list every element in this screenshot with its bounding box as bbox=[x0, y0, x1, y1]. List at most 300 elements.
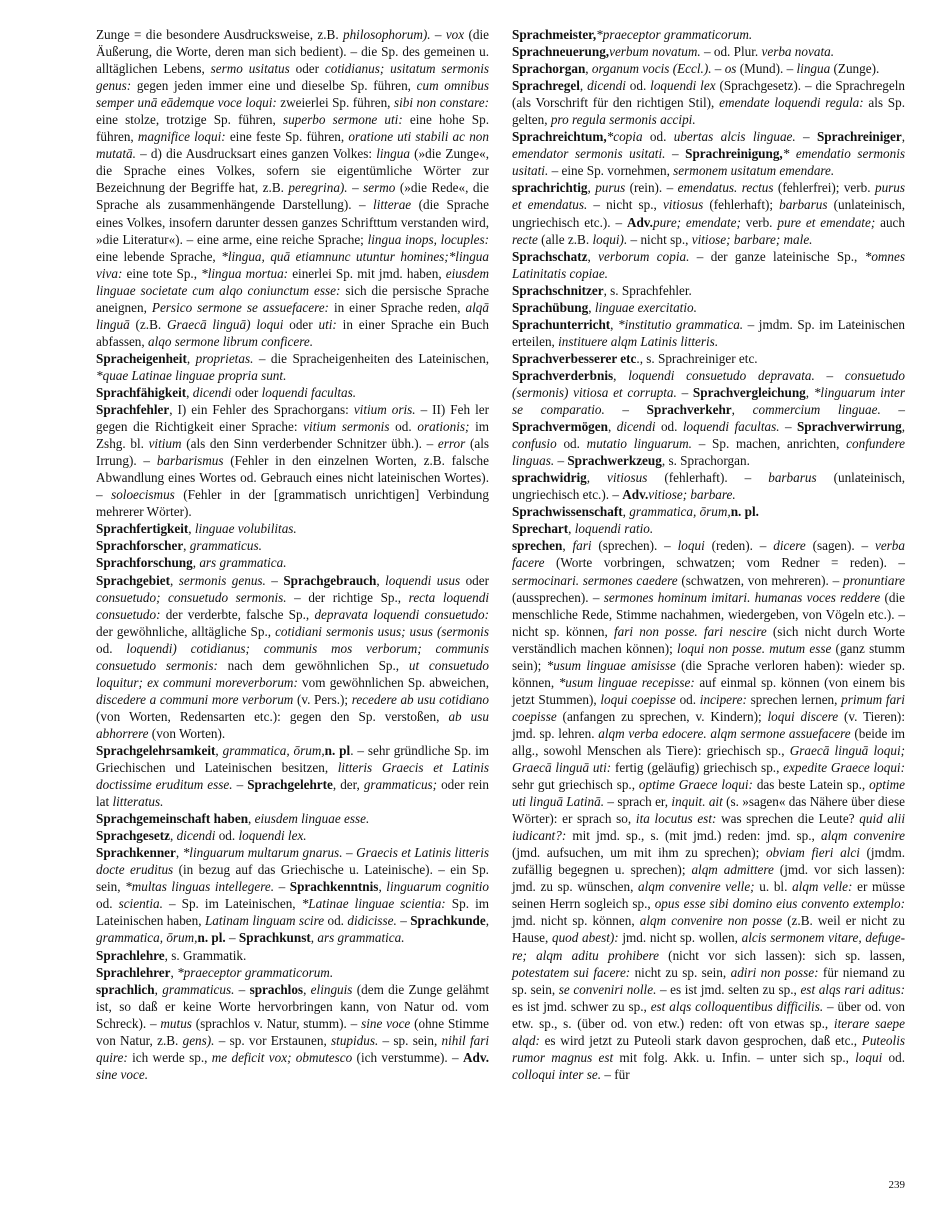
german-text: od. bbox=[675, 691, 700, 707]
german-text: (in bezug auf das Griechische u. Lateinische). – ein Sp. sein, bbox=[96, 862, 489, 895]
german-text: Sp. im Lateinischen haben, bbox=[96, 896, 489, 929]
entry-headword: Adv. bbox=[626, 214, 653, 230]
german-text: sprechen lernen, bbox=[746, 691, 842, 707]
dictionary-entry bbox=[512, 248, 905, 282]
german-text: mit folg. Akk. u. Infin. – unter sich sp., bbox=[613, 1049, 856, 1065]
latin-text: instituere alqm Latinis litteris. bbox=[558, 333, 719, 349]
german-text: – bbox=[347, 180, 364, 196]
german-text: er müsse seinen Herrn sogleich sp., bbox=[512, 879, 906, 912]
entry-headword: Sprachverbesserer etc bbox=[512, 350, 637, 366]
dictionary-entry bbox=[96, 964, 489, 981]
german-text: in einer Sprache ein Buch abfassen, bbox=[96, 316, 490, 349]
german-text: (fehlerhaft). – bbox=[647, 470, 769, 486]
german-text: , bbox=[587, 248, 599, 264]
german-text: , bbox=[731, 402, 753, 418]
entry-headword: n. pl bbox=[324, 742, 351, 758]
latin-text: *Latinae linguae scientia: bbox=[301, 896, 446, 912]
german-text: (Mund). – bbox=[736, 61, 797, 77]
latin-text: cotidianus; usitatum sermonis genus: bbox=[96, 61, 490, 94]
latin-text: est alqs rari aditus: bbox=[800, 981, 905, 997]
german-text: (ohne Stimme von Natur, z.B. bbox=[96, 1015, 489, 1048]
german-text: – es ist jmd. selten zu sp., bbox=[656, 981, 801, 997]
german-text: , bbox=[186, 384, 193, 400]
german-text: od. bbox=[96, 896, 119, 912]
entry-headword: n. pl. bbox=[197, 930, 226, 946]
latin-text: grammaticus. bbox=[162, 981, 235, 997]
german-text: , bbox=[378, 879, 387, 895]
german-text: der verderbte, falsche Sp., bbox=[160, 606, 315, 622]
german-text: (reden). – bbox=[704, 538, 774, 554]
german-text: , bbox=[248, 811, 255, 827]
latin-text: confusio bbox=[512, 436, 557, 452]
latin-text: litteratus. bbox=[112, 794, 164, 810]
latin-text: loquendi lex. bbox=[238, 828, 307, 844]
latin-text: pure et emendate; bbox=[777, 214, 876, 230]
latin-text: alqm convenire velle; bbox=[638, 879, 755, 895]
latin-text: stupidus. bbox=[331, 1032, 379, 1048]
latin-text: dicendi bbox=[176, 828, 216, 844]
german-text: od. bbox=[655, 419, 683, 435]
entry-headword: Sprachregel bbox=[512, 78, 580, 94]
latin-text: vitiose; barbare; male. bbox=[691, 231, 813, 247]
german-text: u. bl. bbox=[754, 879, 793, 895]
german-text: (die Sprache eines Volkes, insofern darunter dessen ganzes Schrifttum verstanden wird, »die Literatur«). – eine arme, eine reiche Sprache; bbox=[96, 197, 489, 247]
latin-text: alqm verba edocere. alqm sermone assuefacere bbox=[598, 725, 851, 741]
german-text: , bbox=[901, 419, 906, 435]
german-text: , bbox=[186, 350, 196, 366]
latin-text: alcis sermonem vitare, defugere; alqm aditu prohibere bbox=[512, 930, 905, 963]
latin-text: *quae Latinae linguae propria sunt. bbox=[96, 367, 287, 383]
latin-text: lingua bbox=[376, 146, 410, 162]
german-text: , der, bbox=[332, 777, 364, 793]
dictionary-entry bbox=[96, 572, 489, 742]
dictionary-entry bbox=[512, 503, 905, 520]
german-text: , bbox=[170, 572, 179, 588]
german-text: , bbox=[192, 555, 200, 571]
entry-headword: Sprachgemeinschaft haben bbox=[96, 811, 249, 827]
german-text: jmd. nicht sp. können, bbox=[512, 913, 640, 929]
german-text: (Sprachgesetz). – die Sprachregeln (als Vorschrift für den richtigen Stil), bbox=[512, 78, 906, 111]
entry-headword: Sprachübung bbox=[512, 299, 589, 315]
german-text: sehr gut griechisch sp., bbox=[512, 777, 639, 793]
entry-headword: Spracheigenheit bbox=[96, 350, 187, 366]
german-text: (z.B. weil er nicht zu Hause, bbox=[512, 913, 906, 946]
latin-text: Puteolis rumor magnus est bbox=[512, 1032, 905, 1065]
entry-headword: Sprachmeister, bbox=[512, 27, 597, 42]
german-text: (ganz stumm sein); bbox=[512, 640, 905, 673]
german-text: – bbox=[430, 27, 446, 42]
german-text: es ist jmd. schwer zu sp., bbox=[512, 998, 651, 1014]
dictionary-entry bbox=[512, 537, 905, 1083]
latin-text: confundere linguas. bbox=[512, 436, 906, 469]
german-text: – der richtige Sp., bbox=[286, 589, 409, 605]
latin-text: loqui). bbox=[592, 231, 628, 247]
german-text: od. bbox=[324, 913, 348, 929]
german-text: nach dem gewöhnlichen Sp., bbox=[217, 657, 409, 673]
latin-text: Graecā linguā loqui; Graecā linguā uti: bbox=[512, 742, 905, 776]
entry-headword: Sprachfehler bbox=[96, 402, 170, 418]
latin-text: fari non posse. fari nescire bbox=[613, 623, 767, 639]
latin-text: verbum novatum. bbox=[609, 44, 701, 60]
latin-text: elinguis bbox=[310, 981, 353, 997]
latin-text: iterare saepe alqd: bbox=[512, 1015, 905, 1048]
latin-text: emendate loquendi regula: bbox=[719, 95, 864, 111]
german-text: , bbox=[376, 572, 386, 588]
german-text: eine hohe Sp. führen, bbox=[96, 112, 489, 145]
german-text: (s. »sagen« das Nähere über diese Wörter): er sprach so, bbox=[512, 794, 905, 827]
german-text: od. bbox=[215, 828, 239, 844]
german-text: , bbox=[170, 964, 178, 980]
german-text: , bbox=[562, 538, 573, 554]
german-text: (als den Sinn verderbender Schnitzer übh.). – bbox=[181, 436, 438, 452]
latin-text: linguarum cognitio bbox=[386, 879, 490, 895]
latin-text: vitium oris. bbox=[353, 402, 416, 418]
german-text: mit jmd. sp., s. (mit jmd.) reden: jmd. sp., bbox=[566, 828, 821, 844]
latin-text: litteris Graecis et Latinis doctissime eruditum esse. bbox=[96, 760, 489, 793]
german-text: – sp. sein, bbox=[378, 1032, 442, 1048]
entry-headword: Sprachschnitzer bbox=[512, 282, 604, 298]
latin-text: loquendi) cotidianus; communis mos verborum; communis consuetudo sermonis: bbox=[96, 640, 489, 673]
german-text: (aussprechen). – bbox=[512, 589, 604, 605]
latin-text: loquendi lex bbox=[650, 78, 716, 94]
latin-text: error bbox=[437, 436, 466, 452]
entry-headword: Sprachgebiet bbox=[96, 572, 170, 588]
german-text: , bbox=[607, 419, 617, 435]
latin-text: sibi non constare: bbox=[393, 95, 490, 111]
latin-text: barbarismus bbox=[156, 453, 224, 469]
german-text: (schwatzen, von mehreren). – bbox=[677, 572, 843, 588]
entry-headword: Sprachwissenschaft bbox=[512, 504, 623, 520]
german-text: – nicht sp., bbox=[587, 197, 663, 213]
latin-text: ubertas alcis linguae. bbox=[673, 129, 796, 145]
latin-text: pro regula sermonis accipi. bbox=[550, 112, 696, 128]
latin-text: *usum linguae amisisse bbox=[546, 657, 676, 673]
german-text: im Zshg. bl. bbox=[96, 419, 490, 452]
latin-text: grammatica, ōrum, bbox=[629, 504, 731, 520]
german-text: (die Sprache verloren haben): wieder sp. können, bbox=[512, 657, 905, 690]
german-text: – bbox=[232, 777, 248, 793]
german-text: – sp. vor Erstaunen, bbox=[214, 1032, 332, 1048]
german-text: (die Äußerung, die Worte, deren man sich bedient). – die Sp. des gemeinen u. alltäglichen Lebens, bbox=[96, 27, 489, 77]
german-text: ., s. Sprachreiniger etc. bbox=[636, 350, 758, 366]
latin-text: verba novata. bbox=[761, 44, 834, 60]
latin-text: proprietas. bbox=[195, 350, 254, 366]
latin-text: ita locutus est: bbox=[635, 811, 717, 827]
german-text: einerlei Sp. mit jmd. haben, bbox=[288, 265, 446, 281]
entry-headword: sprachrichtig bbox=[512, 180, 588, 196]
latin-text: recte bbox=[512, 231, 538, 247]
german-text: für niemand zu sp. sein, bbox=[512, 964, 905, 997]
latin-text: alqm velle: bbox=[792, 879, 853, 895]
german-text: . – sehr gründliche Sp. im Griechischen und Lateinischen besitzen, bbox=[96, 742, 489, 776]
german-text: als Sp. gelten, bbox=[512, 95, 905, 128]
german-text: der gewöhnliche, alltägliche Sp., bbox=[96, 623, 276, 639]
dictionary-entry bbox=[512, 128, 905, 179]
latin-text: *linguarum inter se comparatio. bbox=[512, 384, 906, 418]
latin-text: inquit. ait bbox=[671, 794, 723, 810]
dictionary-entry bbox=[96, 537, 489, 554]
german-text: (nicht vor sich lassen): sich sp. lassen, bbox=[658, 947, 905, 963]
dictionary-entry bbox=[512, 350, 905, 367]
german-text: (dem die Zunge gelähmt ist, so daß er keine Worte hervorbringen kann, von Natur od. vom Schreck). – bbox=[96, 981, 489, 1031]
latin-text: grammatica, ōrum, bbox=[96, 930, 198, 946]
dictionary-entry bbox=[96, 401, 489, 520]
latin-text: grammatica, ōrum, bbox=[222, 742, 325, 758]
german-text: (Fehler in den einzelnen Worten, z.B. falsche Abwandlung eines Wortes od. Gebrauch eines nicht lateinischen Wortes). – bbox=[96, 453, 489, 503]
german-text: od. bbox=[882, 1049, 906, 1065]
latin-text: philosophorum). bbox=[342, 27, 431, 42]
german-text: od. bbox=[556, 436, 587, 452]
german-text: – bbox=[274, 879, 290, 895]
latin-text: alqm admittere bbox=[691, 862, 774, 878]
german-text: – nicht sp., bbox=[627, 231, 692, 247]
dictionary-entry bbox=[96, 26, 489, 350]
entry-headword: Sprachreinigung, bbox=[685, 146, 783, 162]
latin-text: dicendi bbox=[587, 78, 626, 94]
german-text: – bbox=[665, 146, 686, 162]
latin-text: loqui discere bbox=[767, 708, 839, 724]
entry-headword: Sprachorgan bbox=[512, 61, 586, 77]
latin-text: optime uti linguā Latinā. bbox=[512, 777, 905, 810]
latin-text: loqui bbox=[855, 1049, 883, 1065]
german-text: – bbox=[396, 913, 411, 929]
latin-text: potestatem sui facere: bbox=[512, 964, 631, 980]
german-text: , bbox=[303, 981, 311, 997]
latin-text: me deficit vox; obmutesco bbox=[211, 1049, 353, 1065]
german-text: , bbox=[579, 78, 588, 94]
latin-text: litterae bbox=[373, 197, 412, 213]
german-text: auch bbox=[875, 214, 905, 230]
german-text: (v. Pers.); bbox=[293, 691, 352, 707]
latin-text: recedere ab usu cotidiano bbox=[351, 691, 489, 707]
latin-text: eiusdem linguae societate cum alqo coniunctum esse: bbox=[96, 265, 489, 298]
german-text: , bbox=[568, 521, 575, 537]
entry-headword: Sprachfertigkeit bbox=[96, 521, 189, 537]
german-text: , bbox=[613, 367, 629, 383]
entry-headword: Sprachschatz bbox=[512, 248, 588, 264]
latin-text: alqā linguā bbox=[96, 299, 489, 332]
latin-text: sermo bbox=[363, 180, 396, 196]
latin-text: ut consuetudo loquitur; ex communi moreverborum: bbox=[96, 657, 489, 690]
latin-text: primum fari coepisse bbox=[512, 691, 905, 724]
entry-headword: Sprachgebrauch bbox=[283, 572, 377, 588]
latin-text: loquendi ratio. bbox=[574, 521, 654, 537]
german-text: – jmdm. Sp. im Lateinischen erteilen, bbox=[512, 316, 906, 349]
entry-headword: Sprachforschung bbox=[96, 555, 193, 571]
entry-headword: Sprachreichtum, bbox=[512, 129, 607, 145]
latin-text: *copia bbox=[606, 129, 643, 145]
latin-text: *multas linguas intellegere. bbox=[125, 879, 275, 895]
german-text: – bbox=[779, 419, 797, 435]
latin-text: sermonis genus. bbox=[178, 572, 266, 588]
entry-headword: Sprachkunde bbox=[410, 913, 486, 929]
german-text: was sprechen die Leute? bbox=[716, 811, 860, 827]
german-text: – eine Sp. vornehmen, bbox=[548, 163, 674, 179]
german-text: (fehlerfrei); verb. bbox=[773, 180, 875, 196]
german-text: eine tote Sp., bbox=[122, 265, 202, 281]
german-text: , s. Sprachfehler. bbox=[603, 282, 692, 298]
dictionary-entry bbox=[96, 350, 489, 384]
dictionary-entry bbox=[512, 26, 905, 43]
latin-text: loqui bbox=[256, 316, 284, 332]
dictionary-entry bbox=[512, 43, 905, 60]
latin-text: didicisse. bbox=[347, 913, 397, 929]
german-text: verb. bbox=[740, 214, 778, 230]
german-text: (»die Rede«, die Sprache als zusammenhängende Darstellung). – bbox=[96, 180, 490, 213]
latin-text: ab usu abhorrere bbox=[96, 708, 490, 741]
german-text: – od. Plur. bbox=[700, 44, 762, 60]
dictionary-entry bbox=[512, 520, 905, 537]
german-text: – Sp. im Lateinischen, bbox=[162, 896, 302, 912]
german-text: fertig (geläufig) griechisch sp., bbox=[611, 760, 784, 776]
latin-text: est alqs colloquentibus difficilis. bbox=[650, 998, 824, 1014]
german-text: – für bbox=[601, 1066, 630, 1082]
german-text: es wird jetzt zu Puteoli stark davon gesprochen, daß etc., bbox=[539, 1032, 862, 1048]
latin-text: grammaticus; bbox=[363, 777, 438, 793]
latin-text: quid alii iudicant?: bbox=[512, 811, 906, 844]
latin-text: loquendi consuetudo depravata. – consuetudo (sermonis) vitiosa et corrupta. bbox=[512, 367, 905, 400]
entry-headword: Sprachfähigkeit bbox=[96, 384, 187, 400]
german-text: eine feste Sp. führen, bbox=[225, 129, 349, 145]
entry-headword: Sprachgesetz bbox=[96, 828, 170, 844]
german-text: vom gewöhnlichen Sp. abweichen, bbox=[297, 674, 489, 690]
left-column bbox=[96, 26, 489, 1083]
german-text: (als Irrung). – bbox=[96, 436, 489, 469]
german-text: , bbox=[610, 316, 619, 332]
latin-text: vitiose; barbare. bbox=[648, 487, 736, 503]
latin-text: optime Graece loqui: bbox=[638, 777, 753, 793]
page-number: 239 bbox=[888, 1179, 905, 1191]
entry-headword: Sprachkenntnis bbox=[289, 879, 379, 895]
latin-text: pronuntiare bbox=[842, 572, 905, 588]
latin-text: superbo sermone uti: bbox=[282, 112, 403, 128]
entry-headword: Sprachgelehrte bbox=[247, 777, 333, 793]
latin-text: *lingua mortua: bbox=[201, 265, 289, 281]
latin-text: dicendi bbox=[192, 384, 232, 400]
german-text: – II) Feh ler gegen die Richtigkeit einer Sprache: bbox=[96, 402, 489, 435]
latin-text: gens). bbox=[182, 1032, 215, 1048]
german-text: , s. Sprachorgan. bbox=[661, 453, 750, 469]
german-text: – bbox=[234, 981, 250, 997]
german-text: (sagen). – bbox=[805, 538, 875, 554]
latin-text: loqui non posse. mutum esse bbox=[677, 640, 832, 656]
german-text: (z.B. bbox=[129, 316, 167, 332]
latin-text: ars grammatica. bbox=[199, 555, 287, 571]
german-text: od. bbox=[389, 419, 418, 435]
german-text: , bbox=[183, 538, 190, 554]
latin-text: sermocinari. sermones caedere bbox=[512, 572, 678, 588]
dictionary-entry bbox=[96, 384, 489, 401]
german-text: zweierlei Sp. führen, bbox=[276, 95, 394, 111]
german-text: (rein). – bbox=[625, 180, 678, 196]
german-text: , bbox=[901, 129, 905, 145]
german-text: Zunge = die besondere Ausdrucksweise, z.B. bbox=[96, 27, 343, 42]
latin-text: *institutio grammatica. bbox=[618, 316, 744, 332]
entry-headword: Sprachverkehr bbox=[646, 402, 732, 418]
german-text: od. bbox=[625, 78, 651, 94]
german-text: – die Spracheigenheiten des Lateinischen, bbox=[253, 350, 489, 366]
german-text: eine stolze, trotzige Sp. führen, bbox=[96, 112, 283, 128]
latin-text: obviam fieri alci bbox=[765, 845, 860, 861]
latin-text: *usum linguae recepisse: bbox=[558, 674, 695, 690]
latin-text: soloecismus bbox=[111, 487, 175, 503]
entry-headword: Sprachwerkzeug bbox=[567, 453, 662, 469]
german-text: auf einmal sp. können (von einem bis jetzt Stummen), bbox=[512, 674, 906, 707]
entry-headword: Sprechart bbox=[512, 521, 569, 537]
latin-text: orationis; bbox=[417, 419, 470, 435]
latin-text: depravata loquendi consuetudo: bbox=[314, 606, 490, 622]
latin-text: barbarus bbox=[768, 470, 817, 486]
latin-text: sine voce. bbox=[96, 1066, 148, 1082]
german-text: , bbox=[169, 828, 177, 844]
latin-text: grammaticus. bbox=[189, 538, 262, 554]
german-text: , s. Grammatik. bbox=[164, 947, 247, 963]
latin-text: consuetudo; consuetudo sermonis. bbox=[96, 589, 287, 605]
latin-text: *omnes Latinitatis copiae. bbox=[512, 248, 906, 281]
german-text: (Zunge). bbox=[830, 61, 880, 77]
german-text: (sich nicht durch Worte verständlich machen können); bbox=[512, 623, 905, 656]
german-text: (von Worten, Redensarten etc.): gegen den Sp. verstoßen, bbox=[96, 708, 449, 724]
german-text: – sprach er, bbox=[604, 794, 672, 810]
german-text: , bbox=[622, 504, 630, 520]
latin-text: sermonem usitatum emendare. bbox=[673, 163, 835, 179]
german-text: – bbox=[554, 453, 568, 469]
german-text: nicht zu sp. sein, bbox=[630, 964, 731, 980]
latin-text: alqo sermone librum conficere. bbox=[148, 333, 314, 349]
latin-text: vox bbox=[445, 27, 465, 42]
latin-text: linguae volubilitas. bbox=[194, 521, 297, 537]
german-text: , I) ein Fehler des Sprachorgans: bbox=[169, 402, 354, 418]
german-text: (beide im allg., sowohl Menschen als Tiere): griechisch sp., bbox=[512, 725, 905, 758]
latin-text: sine voce bbox=[361, 1015, 411, 1031]
latin-text: lingua bbox=[796, 61, 831, 77]
entry-headword: n. pl. bbox=[730, 504, 759, 520]
latin-text: loquendi facultas. bbox=[682, 419, 780, 435]
german-text: – d) die Ausdrucksart eines ganzen Volkes: bbox=[135, 146, 377, 162]
latin-text: alqm convenire non posse bbox=[639, 913, 783, 929]
latin-text: scientia. bbox=[118, 896, 163, 912]
latin-text: magnifice loqui: bbox=[137, 129, 226, 145]
latin-text: emendatus. rectus bbox=[677, 180, 774, 196]
dictionary-entry bbox=[96, 844, 489, 946]
entry-headword: sprachlos bbox=[249, 981, 304, 997]
latin-text: lingua inops, locuples: bbox=[367, 231, 489, 247]
german-text: , bbox=[585, 61, 592, 77]
entry-headword: sprachwidrig bbox=[512, 470, 587, 486]
latin-text: se conveniri nolle. bbox=[558, 981, 657, 997]
german-text: sich die persische Sprache aneignen, bbox=[96, 282, 489, 315]
german-text: ich werde sp., bbox=[127, 1049, 212, 1065]
german-text: – der ganze lateinische Sp., bbox=[689, 248, 865, 264]
german-text: , bbox=[310, 930, 318, 946]
latin-text: fari bbox=[572, 538, 592, 554]
latin-text: mutus bbox=[160, 1015, 192, 1031]
dictionary-entry bbox=[512, 367, 905, 469]
latin-text: alqm convenire bbox=[820, 828, 905, 844]
dictionary-entry bbox=[96, 520, 489, 537]
entry-headword: Sprachverwirrung bbox=[796, 419, 902, 435]
latin-text: adiri non posse: bbox=[730, 964, 819, 980]
latin-text: commercium linguae. bbox=[752, 402, 881, 418]
latin-text: dicere bbox=[773, 538, 806, 554]
entry-headword: Sprachgelehrsamkeit bbox=[96, 742, 216, 758]
dictionary-entry bbox=[96, 981, 489, 1083]
latin-text: Graecā linguā) bbox=[167, 316, 251, 332]
entry-headword: sprachlich bbox=[96, 981, 155, 997]
latin-text: purus et emendatus. bbox=[512, 180, 906, 213]
dictionary-entry bbox=[96, 810, 489, 827]
latin-text: loquendi usus bbox=[385, 572, 461, 588]
